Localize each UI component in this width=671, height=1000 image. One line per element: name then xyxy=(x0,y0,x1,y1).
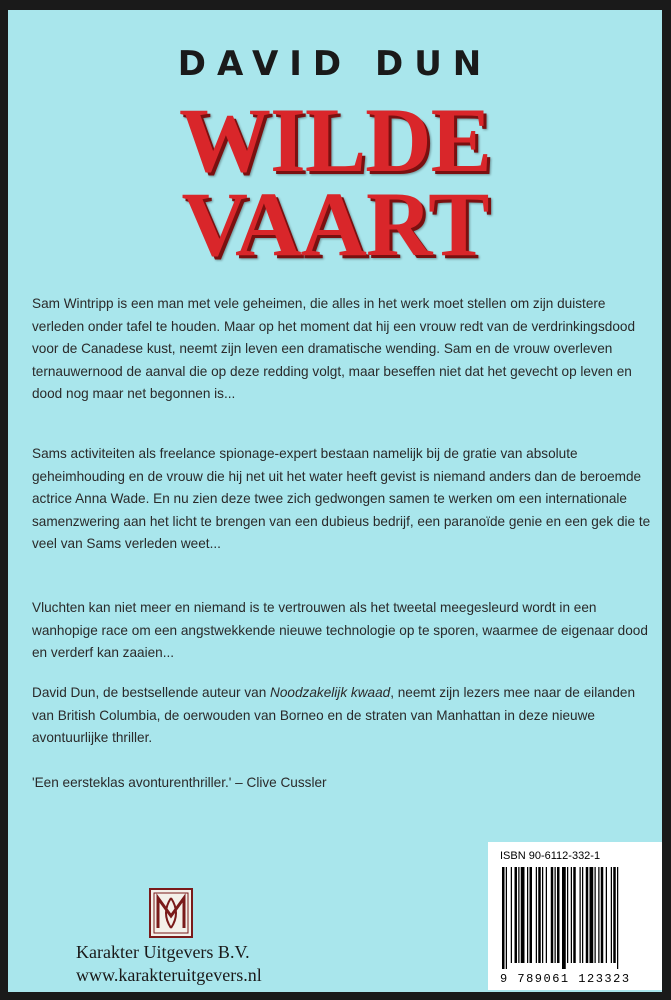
blurb-paragraph-3: Vluchten kan niet meer en niemand is te vertrouwen als het tweetal meegesleurd wordt in een wanhopige race om een angstwekkende nieuwe technologie op te sporen, waarmee de eigenaar dood en verderf kan zaaien... xyxy=(32,600,648,660)
publisher-name: Karakter Uitgevers B.V. xyxy=(76,942,250,962)
isbn-label: ISBN 90-6112-332-1 xyxy=(500,850,601,862)
barcode-icon xyxy=(502,867,652,969)
publisher-website: www.karakteruitgevers.nl xyxy=(76,965,262,985)
p4-text-after: , neemt zijn lezers mee naar de eilanden van British Columbia, de oerwouden van Borneo en de straten van Manhattan in deze nieuwe avontuurlijke thriller. xyxy=(32,685,636,745)
review-quote: 'Een eersteklas avonturenthriller.' – Clive Cussler xyxy=(32,775,327,790)
km-monogram-logo-icon xyxy=(149,888,193,938)
p4-book-title: Noodzakelijk kwaad xyxy=(270,685,391,700)
author-name: DAVID DUN xyxy=(177,44,493,84)
p4-text-before: David Dun, de bestsellende auteur van xyxy=(32,685,271,700)
book-back-cover xyxy=(8,10,662,992)
blurb-paragraph-4 xyxy=(32,682,652,750)
ean-number: 9 789061 123323 xyxy=(500,972,631,986)
blurb-paragraph-1: Sam Wintripp is een man met vele geheimen, die alles in het werk moet stellen om zijn duistere verleden onder tafel te houden. Maar op het moment dat hij een vrouw redt van de verdrinkingsdood voor de Canadese kust, neemt zijn leven een dramatische wending. Sam en de vrouw overleven ternauwernood de aanval die op deze redding volgt, maar beseffen niet dat het gevecht op leven en dood nog maar net begonnen is... xyxy=(32,296,636,401)
blurb-paragraph-2: Sams activiteiten als freelance spionage-expert bestaan namelijk bij de gratie van absolute geheimhouding en de vrouw die hij net uit het water heeft gevist is niemand anders dan de beroemde actrice Anna Wade. En nu zien deze twee zich gedwongen samen te werken om een internationale samenzwering aan het licht te brengen van een dubieus bedrijf, een paranoïde genie en een gek die te veel van Sams verleden weet... xyxy=(32,446,651,551)
barcode-panel xyxy=(488,842,662,990)
book-title-line2: VAART xyxy=(181,173,489,275)
book-title-line1: WILDE xyxy=(179,89,491,191)
